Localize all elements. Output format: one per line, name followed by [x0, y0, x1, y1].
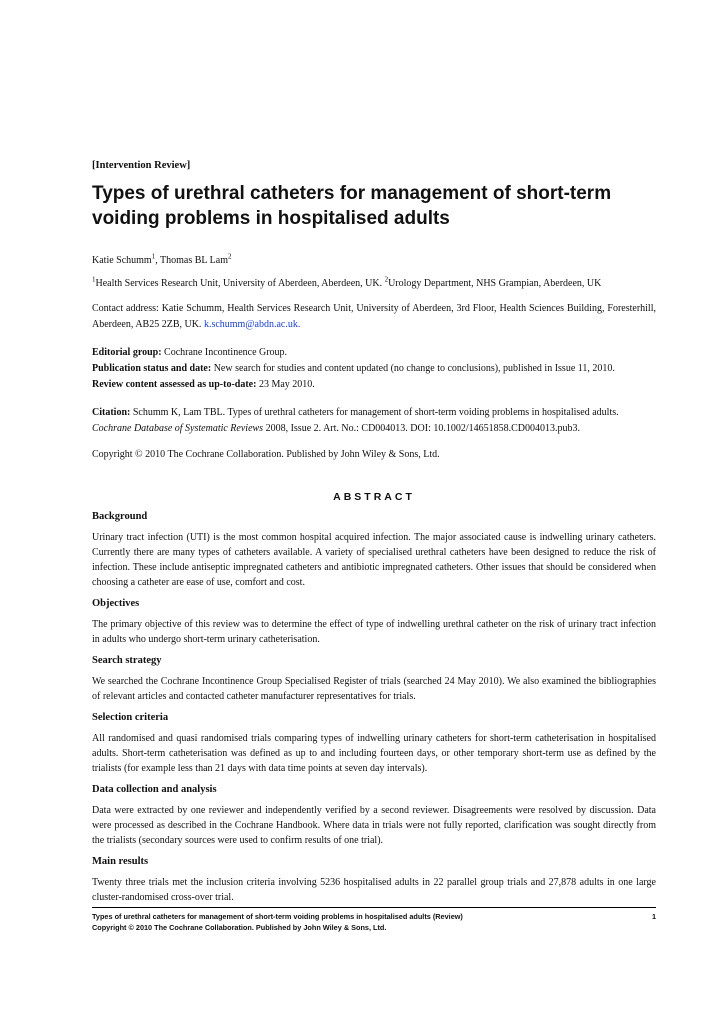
section-heading: Main results: [92, 856, 149, 867]
contact-email-link[interactable]: k.schumm@abdn.ac.uk.: [203, 319, 301, 330]
author-affiliation-mark: 1: [151, 252, 156, 261]
abstract-section: [92, 598, 656, 647]
citation-journal: Cochrane Database of Systematic Reviews: [92, 423, 264, 434]
affiliation-mark: 2: [384, 275, 389, 284]
page-title: Types of urethral catheters for management of short-term voiding problems in hospitalised adults: [92, 183, 612, 229]
editorial-group-label: Editorial group:: [92, 347, 162, 358]
contact-text: Contact address: Katie Schumm, Health Services Research Unit, University of Aberdeen, 3rd Floor, Health Sciences Building, Foresterhill, Aberdeen, AB25 2ZB, UK.: [92, 303, 656, 330]
editorial-info: [92, 345, 656, 393]
abstract-section: [92, 712, 656, 776]
copyright-notice: Copyright © 2010 The Cochrane Collaboration. Published by John Wiley & Sons, Ltd.: [92, 449, 440, 460]
footer-title: Types of urethral catheters for management of short-term voiding problems in hospitalised adults (Review): [92, 912, 463, 921]
footer-copyright: Copyright © 2010 The Cochrane Collaboration. Published by John Wiley & Sons, Ltd.: [92, 923, 387, 932]
author-name: Katie Schumm: [92, 255, 152, 266]
abstract-section: [92, 655, 656, 704]
section-heading: Data collection and analysis: [92, 784, 217, 795]
section-body: Urinary tract infection (UTI) is the most common hospital acquired infection. The major associated cause is indwelling urinary catheters. Currently there are many types of catheters available. A variety of specialised urethral catheters have been designed to reduce the risk of infection. These include antiseptic impregnated catheters and antibiotic impregnated catheters. Other issues that should be considered when choosing a catheter are ease of use, comfort and cost.: [92, 532, 656, 588]
contact-address: [92, 301, 656, 333]
section-body: The primary objective of this review was to determine the effect of type of indwelling urethral catheter on the risk of urinary tract infection in adults who undergo short-term urinary catheterisation.: [92, 619, 656, 645]
citation-details: 2008, Issue 2. Art. No.: CD004013. DOI: 10.1002/14651858.CD004013.pub3.: [265, 423, 581, 434]
review-assessed-value: 23 May 2010.: [258, 379, 315, 390]
review-assessed-label: Review content assessed as up-to-date:: [92, 379, 257, 390]
author-name: Thomas BL Lam: [160, 255, 228, 266]
abstract-heading: ABSTRACT: [333, 491, 415, 503]
section-body: All randomised and quasi randomised trials comparing types of indwelling urinary catheters for short-term catheterisation in hospitalised adults. Short-term catheterisation was defined as up to and including fourteen days, or other temporary short-term use as defined by the trialists (for example less than 21 days with data time points at seven day intervals).: [92, 733, 656, 774]
affiliation-text: Urology Department, NHS Grampian, Aberdeen, UK: [388, 278, 602, 289]
page-footer: [92, 907, 656, 933]
publication-status-value: New search for studies and content updated (no change to conclusions), published in Issue 11, 2010.: [213, 363, 615, 374]
citation-text: Schumm K, Lam TBL. Types of urethral catheters for management of short-term voiding problems in hospitalised adults.: [132, 407, 619, 418]
abstract-section: [92, 856, 656, 905]
citation: [92, 405, 656, 437]
affiliations: [92, 275, 656, 289]
abstract-section: [92, 511, 656, 590]
citation-label: Citation:: [92, 407, 131, 418]
section-body: Data were extracted by one reviewer and independently verified by a second reviewer. Disagreements were resolved by discussion. Data were processed as described in the Cochrane Handbook. Where data in trials were not fully reported, clarification was sought directly from the trialists (secondary sources were used to confirm results of one trial).: [92, 805, 656, 846]
affiliation-text: Health Services Research Unit, University of Aberdeen, Aberdeen, UK.: [95, 278, 383, 289]
section-body: Twenty three trials met the inclusion criteria involving 5236 hospitalised adults in 22 parallel group trials and 27,878 adults in one large cluster-randomised cross-over trial.: [92, 877, 656, 903]
section-heading: Selection criteria: [92, 712, 169, 723]
document-page: [92, 160, 656, 905]
author-list: Katie Schumm$^1$, Thomas BL Lam$^2$: [92, 252, 232, 266]
section-heading: Objectives: [92, 598, 140, 609]
editorial-group-value: Cochrane Incontinence Group.: [164, 347, 288, 358]
author-affiliation-mark: 2: [228, 252, 232, 261]
review-type-label: [Intervention Review]: [92, 160, 191, 171]
section-heading: Background: [92, 511, 148, 522]
page-number: 1: [651, 912, 656, 921]
affiliation-mark: 1: [92, 275, 96, 284]
review-assessed: [92, 377, 656, 393]
footer-title-row: [92, 911, 656, 922]
section-body: We searched the Cochrane Incontinence Group Specialised Register of trials (searched 24 May 2010). We also examined the bibliographies of relevant articles and contacted catheter manufacturer representatives for trials.: [92, 676, 656, 702]
section-heading: Search strategy: [92, 655, 162, 666]
editorial-group: [92, 345, 656, 361]
publication-status-label: Publication status and date:: [92, 363, 212, 374]
publication-status: [92, 361, 656, 377]
abstract-section: [92, 784, 656, 848]
